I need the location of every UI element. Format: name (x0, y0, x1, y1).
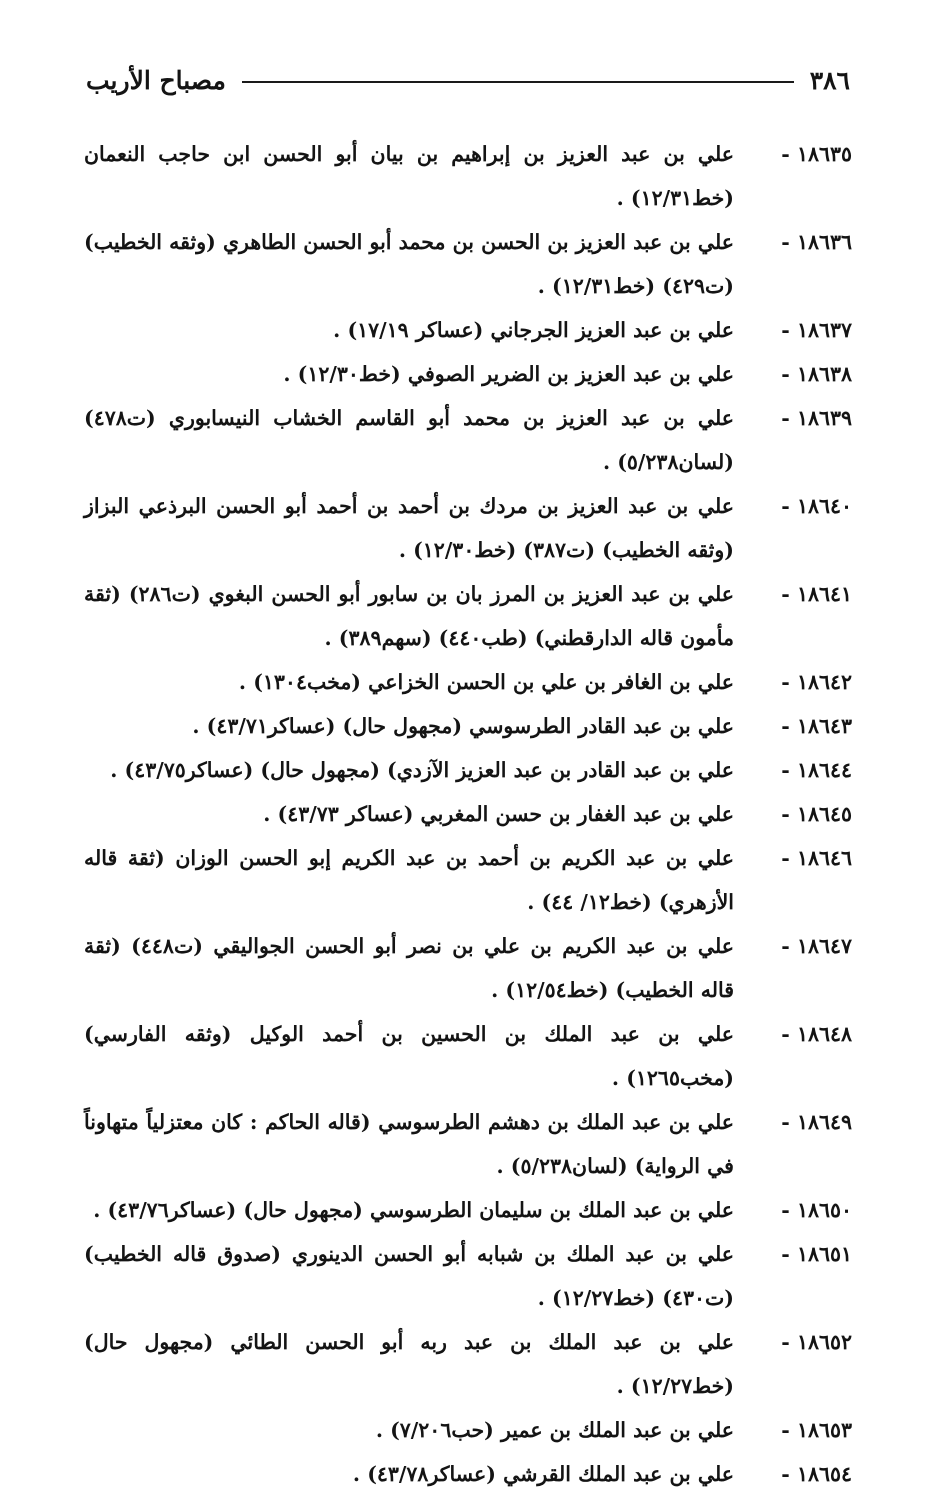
entry-text: علي بن عبد الكريم بن أحمد بن عبد الكريم إبو الحسن الوزان (ثقة قاله الأزهري) (خط١٢/ ٤٤) . (84, 846, 734, 914)
entry-text: علي بن عبد العزيز بن الضرير الصوفي (خط١٢/٣٠) . (283, 362, 734, 386)
entry-18647 (84, 924, 852, 1012)
entry-text: علي بن عبد الملك بن عمير (حب٧/٢٠٦) . (375, 1418, 734, 1442)
entry-18653 (84, 1408, 852, 1452)
entry-number: ١٨٦٤٠ - (781, 494, 852, 518)
entry-text: علي بن الغافر بن علي بن الحسن الخزاعي (مخب١٣٠٤) . (238, 670, 734, 694)
entry-number: ١٨٦٥٣ - (781, 1418, 852, 1442)
entry-text: علي بن عبد العزيز بن المرز بان بن سابور أبو الحسن البغوي (ت٢٨٦) (ثقة مأمون قاله الدارقطني) (طب٤٤٠) (سهم٣٨٩) . (84, 582, 734, 650)
entry-18649 (84, 1100, 852, 1188)
entry-number: ١٨٦٥٤ - (781, 1462, 852, 1486)
header-rule (242, 81, 794, 83)
entry-18650 (84, 1188, 852, 1232)
entry-number: ١٨٦٤١ - (781, 582, 852, 606)
entry-number: ١٨٦٤٦ - (781, 846, 852, 870)
entry-text: علي بن عبد العزيز بن مردك بن أحمد بن أحمد أبو الحسن البرذعي البزاز (وثقه الخطيب) (ت٣٨٧) (خط١٢/٣٠) . (84, 494, 734, 562)
entry-text: علي بن عبد العزيز بن محمد أبو القاسم الخشاب النيسابوري (ت٤٧٨) (لسان٥/٢٣٨) . (84, 406, 734, 474)
entry-number: ١٨٦٤٨ - (781, 1022, 852, 1046)
entry-number: ١٨٦٤٩ - (781, 1110, 852, 1134)
entry-18637 (84, 308, 852, 352)
entry-text: علي بن عبد الملك بن عبد ربه أبو الحسن الطائي (مجهول حال) (خط١٢/٢٧) . (84, 1330, 734, 1398)
entry-number: ١٨٦٥١ - (781, 1242, 852, 1266)
entry-18651 (84, 1232, 852, 1320)
entry-number: ١٨٦٥٢ - (781, 1330, 852, 1354)
entry-number: ١٨٦٥٠ - (781, 1198, 852, 1222)
entry-18635 (84, 132, 852, 220)
entry-text: علي بن عبد القادر بن عبد العزيز الآزدي) (مجهول حال) (عساكر٤٣/٧٥) . (110, 758, 734, 782)
entry-18641 (84, 572, 852, 660)
entry-number: ١٨٦٤٤ - (781, 758, 852, 782)
page-number: ٣٨٦ (809, 65, 850, 95)
entry-number: ١٨٦٣٦ - (781, 230, 852, 254)
entry-text: علي بن عبد الملك بن دهشم الطرسوسي (قاله الحاكم : كان معتزلياً متهاوناً في الرواية) (لسان٥/٢٣٨) . (84, 1110, 734, 1178)
entry-text: علي بن عبد الملك القرشي (عساكر٤٣/٧٨) . (352, 1462, 734, 1486)
entry-number: ١٨٦٣٨ - (781, 362, 852, 386)
entry-number: ١٨٦٣٧ - (781, 318, 852, 342)
entry-number: ١٨٦٤٥ - (781, 802, 852, 826)
entry-text: علي بن عبد الملك بن الحسين بن أحمد الوكيل (وثقه الفارسي) (مخب١٢٦٥) . (84, 1022, 734, 1090)
entry-text: علي بن عبد الملك بن سليمان الطرسوسي (مجهول حال) (عساكر٤٣/٧٦) . (93, 1198, 734, 1222)
entry-18636 (84, 220, 852, 308)
entry-18648 (84, 1012, 852, 1100)
entry-18639 (84, 396, 852, 484)
entry-18644 (84, 748, 852, 792)
entry-list (84, 132, 852, 1496)
entry-number: ١٨٦٣٥ - (781, 142, 852, 166)
entry-text: علي بن عبد العزيز بن الحسن بن محمد أبو الحسن الطاهري (وثقه الخطيب) (ت٤٢٩) (خط١٢/٣١) . (84, 230, 734, 298)
entry-text: علي بن عبد الملك بن شبابه أبو الحسن الدينوري (صدوق قاله الخطيب) (ت٤٣٠) (خط١٢/٢٧) . (84, 1242, 734, 1310)
entry-number: ١٨٦٤٢ - (781, 670, 852, 694)
page-header (86, 62, 850, 98)
entry-18646 (84, 836, 852, 924)
entry-text: علي بن عبد العزيز بن إبراهيم بن بيان أبو الحسن ابن حاجب النعمان (خط١٢/٣١) . (84, 142, 734, 210)
entry-18642 (84, 660, 852, 704)
entry-text: علي بن عبد الغفار بن حسن المغربي (عساكر ٤٣/٧٣) . (263, 802, 734, 826)
entry-18643 (84, 704, 852, 748)
entry-18638 (84, 352, 852, 396)
entry-number: ١٨٦٣٩ - (781, 406, 852, 430)
entry-number: ١٨٦٤٧ - (781, 934, 852, 958)
entry-18645 (84, 792, 852, 836)
entry-text: علي بن عبد القادر الطرسوسي (مجهول حال) (عساكر٤٣/٧١) . (192, 714, 734, 738)
entry-18654 (84, 1452, 852, 1496)
entry-18652 (84, 1320, 852, 1408)
entry-number: ١٨٦٤٣ - (781, 714, 852, 738)
entry-18640 (84, 484, 852, 572)
book-title: مصباح الأريب (86, 65, 226, 95)
entry-text: علي بن عبد الكريم بن علي بن نصر أبو الحسن الجواليقي (ت٤٤٨) (ثقة قاله الخطيب) (خط١٢/٥٤) . (84, 934, 734, 1002)
entry-text: علي بن عبد العزيز الجرجاني (عساكر ١٧/١٩) . (333, 318, 734, 342)
